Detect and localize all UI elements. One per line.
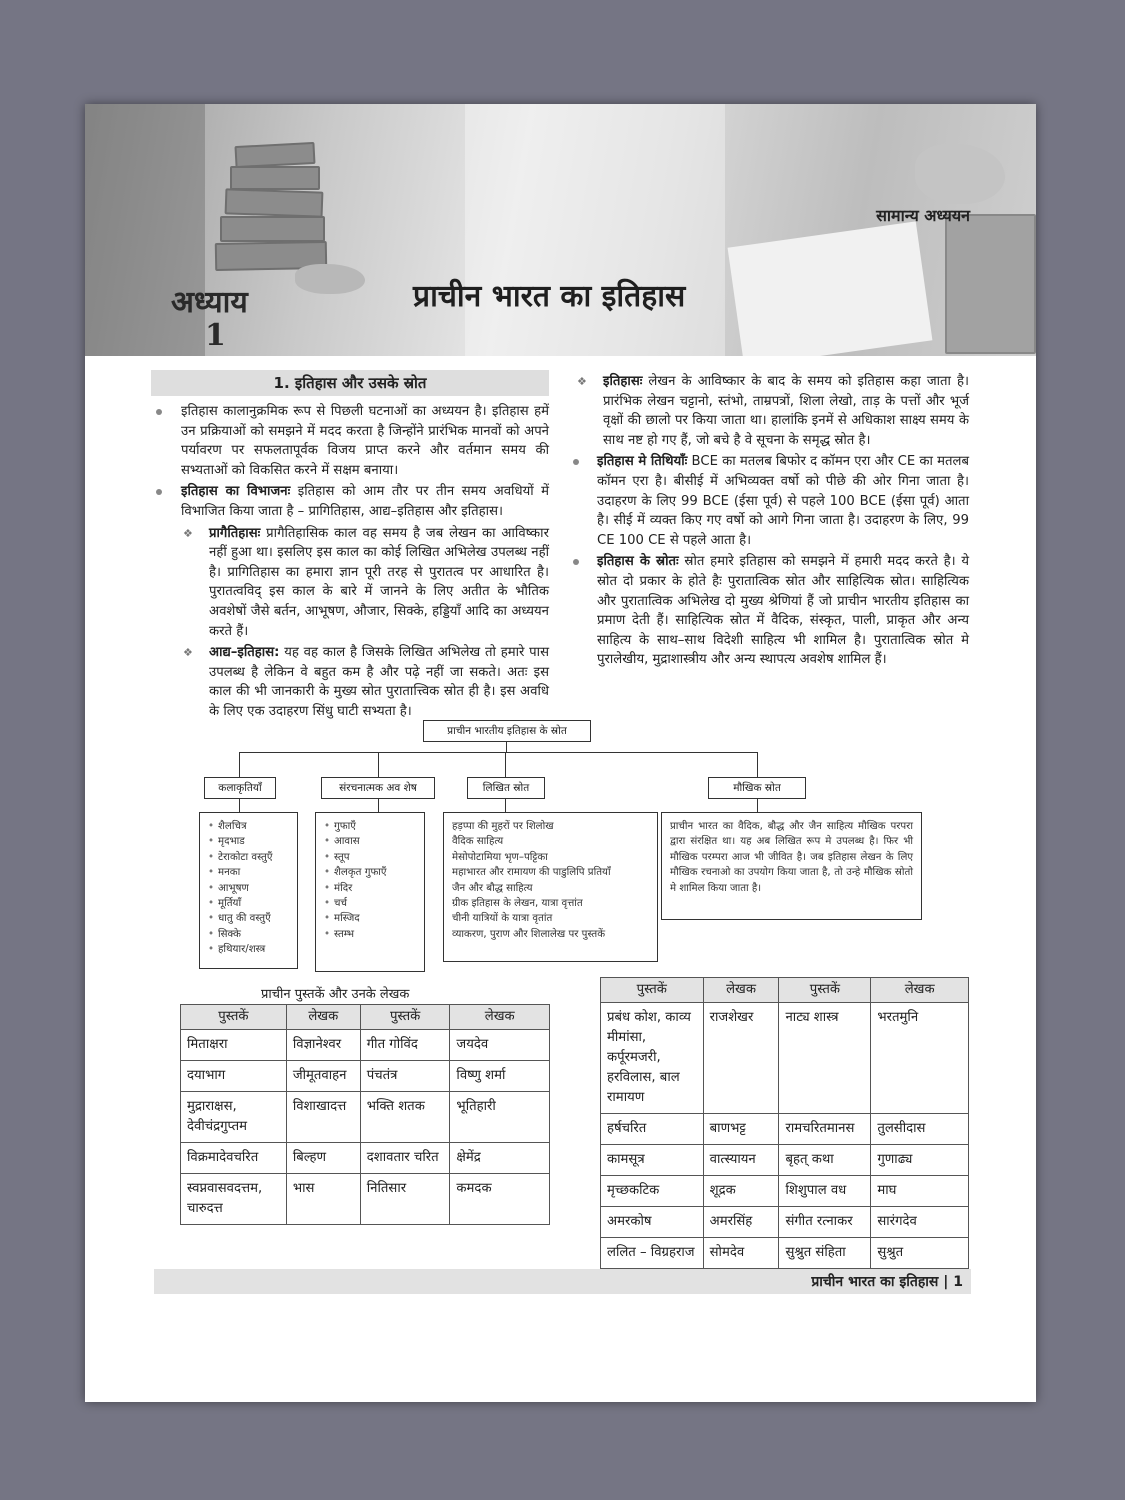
diagram-root: प्राचीन भारतीय इतिहास के स्रोत	[423, 720, 591, 742]
table-cell: रामचरितमानस	[779, 1114, 871, 1145]
table-cell: शूद्रक	[703, 1176, 779, 1207]
list-item: • सिक्के	[208, 927, 289, 942]
table-cell: प्रबंध कोश, काव्य मीमांसा, कर्पूरमजरी, हरविलास, बाल रामायण	[601, 1003, 704, 1114]
list-item: • स्तूप	[324, 850, 416, 865]
books-authors-table-left	[180, 1004, 550, 1225]
bullet-paragraph: इतिहास का विभाजनः इतिहास को आम तौर पर तीन समय अवधियों में विभाजित किया जाता है – प्रागितिहास, आद्य–इतिहास और इतिहास।	[151, 482, 549, 521]
table-cell: मिताक्षरा	[181, 1030, 287, 1061]
list-item: • स्तम्भ	[324, 927, 416, 942]
table-row	[181, 1061, 550, 1092]
list-item: • मनका	[208, 865, 289, 880]
table-cell: सुश्रुत	[871, 1238, 969, 1269]
table-cell: मुद्राराक्षस, देवीचंद्रगुप्तम	[181, 1092, 287, 1143]
diamond-bullet-icon: ❖	[577, 375, 587, 388]
table-cell: बाणभट्ट	[703, 1114, 779, 1145]
bullet-paragraph: इतिहास के स्रोतः स्रोत हमारे इतिहास को समझने में हमारी मदद करते है। ये स्रोत दो प्रकार के होते हैः पुरातात्विक स्रोत और साहित्यिक स्रोत। साहित्यिक और पुरातात्विक अभिलेख दो मुख्य श्रेणियां हैं जो प्राचीन भारतीय इतिहास का प्रमाण देती हैं। साहित्यिक स्रोत में वैदिक, संस्कृत, पाली, प्राकृत और अन्य साहित्य के साथ–साथ विदेशी साहित्य भी शामिल है। पुरातात्विक स्रोत मे पुरालेखीय, मुद्राशास्त्रीय और अन्य स्थापत्य अवशेष शामिल हैं।	[573, 552, 969, 670]
list-item: • मूर्तियाँ	[208, 896, 289, 911]
table-row	[181, 1030, 550, 1061]
table-cell: भक्ति शतक	[360, 1092, 450, 1143]
table-row	[601, 1238, 969, 1269]
diamond-bullet-icon: ❖	[183, 526, 193, 540]
table-cell: अमरसिंह	[703, 1207, 779, 1238]
table-cell: भरतमुनि	[871, 1003, 969, 1114]
book-image	[234, 142, 315, 168]
diagram-branch-written: लिखित स्रोत	[467, 777, 545, 799]
diamond-bullet-icon: ❖	[183, 646, 193, 660]
chapter-banner	[85, 104, 1036, 356]
table-cell: सारंगदेव	[871, 1207, 969, 1238]
table-cell: बिल्हण	[286, 1143, 360, 1174]
table-cell: विशाखादत्त	[286, 1092, 360, 1143]
table-cell: दशावतार चरित	[360, 1143, 450, 1174]
book-image	[220, 216, 325, 242]
list-item: वैदिक साहित्य	[452, 836, 504, 848]
list-item: महाभारत और रामायण की पाडुलिपि प्रतियाँ	[452, 867, 611, 879]
diagram-leaf-oral	[661, 812, 922, 920]
section-heading: 1. इतिहास और उसके स्रोत	[151, 370, 549, 396]
column-header: लेखक	[286, 1005, 360, 1030]
chapter-number: 1	[205, 318, 226, 353]
book-image	[225, 188, 324, 217]
table-cell: दयाभाग	[181, 1061, 287, 1092]
column-header: लेखक	[450, 1005, 550, 1030]
list-item: चीनी यात्रियों के यात्रा वृतांत	[452, 913, 553, 925]
bullet-icon	[573, 559, 579, 565]
table-cell: जयदेव	[450, 1030, 550, 1061]
footer-text: प्राचीन भारत का इतिहास | 1	[811, 1274, 963, 1290]
table-cell: राजशेखर	[703, 1003, 779, 1114]
table-row	[601, 1145, 969, 1176]
open-book-image	[728, 221, 933, 356]
table-cell: स्वप्नवासवदत्तम, चारुदत्त	[181, 1174, 287, 1225]
diagram-leaf-artifacts	[199, 812, 298, 969]
left-column	[151, 370, 549, 724]
table-cell: सोमदेव	[703, 1238, 779, 1269]
table-cell: कामसूत्र	[601, 1145, 704, 1176]
hand-image	[915, 144, 1005, 204]
table-caption: प्राचीन पुस्तकें और उनके लेखक	[261, 987, 410, 1002]
list-item: • टेराकोटा वस्तुएँ	[208, 850, 289, 865]
table-cell: गुणाढ्य	[871, 1145, 969, 1176]
column-header: पुस्तकें	[181, 1005, 287, 1030]
list-item: • हथियार/शस्त्र	[208, 942, 289, 957]
column-header: पुस्तकें	[779, 978, 871, 1003]
table-cell: माघ	[871, 1176, 969, 1207]
table-cell: बृहत् कथा	[779, 1145, 871, 1176]
table-cell: मृच्छकटिक	[601, 1176, 704, 1207]
bullet-paragraph: इतिहास कालानुक्रमिक रूप से पिछली घटनाओं का अध्ययन है। इतिहास हमें उन प्रक्रियाओं को समझने में मदद करता है जिन्होंने प्रारंभिक मानवों को अपने पर्यावरण पर सफलतापूर्वक विजय प्राप्त करने और वर्तमान समय की सभ्यताओं को विकसित करने में सक्षम बनाया।	[151, 402, 549, 480]
book-image	[230, 166, 320, 190]
table-row	[181, 1092, 550, 1143]
table-row	[601, 1003, 969, 1114]
column-header: पुस्तकें	[601, 978, 704, 1003]
book-stack-image	[945, 214, 1036, 354]
table-cell: विक्रमादेवचरित	[181, 1143, 287, 1174]
diagram-leaf-structural	[315, 812, 425, 972]
diagram-branch-structural: संरचनात्मक अव शेष	[321, 777, 435, 799]
list-item: व्याकरण, पुराण और शिलालेख पर पुस्तकें	[452, 928, 606, 940]
bullet-icon	[573, 459, 579, 465]
table-cell: नाट्य शास्त्र	[779, 1003, 871, 1114]
list-item: • शैलकृत गुफाएँ	[324, 865, 416, 880]
table-row	[601, 1114, 969, 1145]
diagram-branch-oral: मौखिक स्रोत	[708, 777, 806, 799]
chapter-title: प्राचीन भारत का इतिहास	[413, 279, 686, 314]
list-item: • आवास	[324, 834, 416, 849]
column-header: लेखक	[871, 978, 969, 1003]
table-cell: अमरकोष	[601, 1207, 704, 1238]
diagram-branch-artifacts: कलाकृतियाँ	[204, 777, 276, 799]
table-cell: भास	[286, 1174, 360, 1225]
diagram-leaf-written	[443, 812, 658, 962]
list-item: जैन और बौद्ध साहित्य	[452, 882, 533, 894]
list-item: • धातु की वस्तुएँ	[208, 911, 289, 926]
table-cell: कमदक	[450, 1174, 550, 1225]
list-item: • मंदिर	[324, 881, 416, 896]
list-item: • मस्जिद	[324, 911, 416, 926]
table-row	[181, 1174, 550, 1225]
list-item: ग्रीक इतिहास के लेखन, यात्रा वृत्तांत	[452, 898, 583, 910]
sub-bullet-paragraph: ❖ आद्य–इतिहास: यह वह काल है जिसके लिखित अभिलेख तो हमारे पास उपलब्ध है लेकिन वे बहुत कम है और पढ़े नहीं जा सकते। अतः इस काल की भी जानकारी के मुख्य स्रोत पुरातात्त्विक स्रोत ही है। इस अवधि के लिए एक उदाहरण सिंधु घाटी सभ्यता है।	[183, 645, 549, 719]
oral-source-text: प्राचीन भारत का वैदिक, बौद्ध और जैन साहित्य मौखिक परपरा द्वारा संरक्षित था। यह अब लिखित रूप मे उपलब्ध है। फिर भी मौखिक परम्परा आज भी जीवित है। जब इतिहास लेखन के लिए मौखिक रचनाओ का उपयोग किया जाता है, तो उन्हे मौखिक स्रोतो मे शामिल किया जाता है।	[670, 821, 913, 894]
subject-label: सामान्य अध्ययन	[876, 206, 970, 225]
table-cell: क्षेमेंद्र	[450, 1143, 550, 1174]
table-cell: जीमूतवाहन	[286, 1061, 360, 1092]
table-cell: नितिसार	[360, 1174, 450, 1225]
sub-bullet-paragraph: ❖ इतिहासः लेखन के आविष्कार के बाद के समय को इतिहास कहा जाता है। प्रारंभिक लेखन चट्टानो, स्तंभो, ताम्रपत्रों, शिला लेखो, ताड़ के पत्तों और भूर्ज वृक्षों की छालो पर किया जाता था। हालांकि इनमें से अधिकाश साक्ष्य समय के साथ नष्ट हो गए हैं, जो बचे है वे सूचना के समृद्ध स्रोत है।	[577, 374, 969, 448]
table-cell: हर्षचरित	[601, 1114, 704, 1145]
column-header: लेखक	[703, 978, 779, 1003]
table-row	[601, 1207, 969, 1238]
table-cell: वात्स्यायन	[703, 1145, 779, 1176]
table-cell: तुलसीदास	[871, 1114, 969, 1145]
table-header-row	[181, 1005, 550, 1030]
diagram-connector	[239, 752, 757, 753]
list-item: • शैलचित्र	[208, 819, 289, 834]
list-item: हड़प्पा की मुहरों पर शिलोख	[452, 821, 554, 832]
column-header: पुस्तकें	[360, 1005, 450, 1030]
table-cell: संगीत रत्नाकर	[779, 1207, 871, 1238]
table-cell: विज्ञानेश्वर	[286, 1030, 360, 1061]
chapter-label: अध्याय	[171, 285, 248, 320]
table-cell: विष्णु शर्मा	[450, 1061, 550, 1092]
list-item: • चर्च	[324, 896, 416, 911]
list-item: मेसोपोटामिया भृण–पट्टिका	[452, 851, 548, 863]
list-item: • मृदभाड	[208, 834, 289, 849]
page-footer	[154, 1269, 971, 1294]
table-cell: ललित – विग्रहराज	[601, 1238, 704, 1269]
bullet-icon	[156, 489, 162, 495]
table-cell: भूतिहारी	[450, 1092, 550, 1143]
table-cell: सुश्रुत संहिता	[779, 1238, 871, 1269]
books-authors-table-right	[600, 977, 969, 1269]
table-cell: गीत गोविंद	[360, 1030, 450, 1061]
table-cell: पंचतंत्र	[360, 1061, 450, 1092]
table-row	[181, 1143, 550, 1174]
table-header-row	[601, 978, 969, 1003]
sub-bullet-paragraph: ❖ प्रागैतिहासः प्रागैतिहासिक काल वह समय है जब लेखन का आविष्कार नहीं हुआ था। इसलिए इस काल का कोई लिखित अभिलेख उपलब्ध नहीं है। प्रागितिहास का हमारा ज्ञान पूरी तरह से पुरातत्व पर आधारित है। पुरातत्वविद् इस काल के बारे में जानने के लिए अतीत के भौतिक अवशेषों जैसे बर्तन, आभूषण, औजार, सिक्के, हड्डियाँ आदि का अध्ययन करते हैं।	[183, 525, 549, 639]
table-cell: शिशुपाल वध	[779, 1176, 871, 1207]
list-item: • गुफाएँ	[324, 819, 416, 834]
bullet-icon	[156, 409, 162, 415]
document-page	[85, 104, 1036, 1402]
list-item: • आभूषण	[208, 881, 289, 896]
right-column	[573, 372, 969, 672]
hand-image	[295, 264, 365, 294]
table-row	[601, 1176, 969, 1207]
bullet-paragraph: इतिहास मे तिथियाँः BCE का मतलब बिफोर द कॉमन एरा और CE का मतलब कॉमन एरा है। बीसीई में अभिव्यक्त वर्षो को पीछे की ओर गिना जाता है। उदाहरण के लिए 99 BCE (ईसा पूर्व) से पहले 100 BCE (ईसा पूर्व) आता है। सीई में व्यक्त किए गए वर्षो को आगे गिना जाता है। उदाहरण के लिए, 99 CE 100 CE से पहले आता है।	[573, 452, 969, 550]
